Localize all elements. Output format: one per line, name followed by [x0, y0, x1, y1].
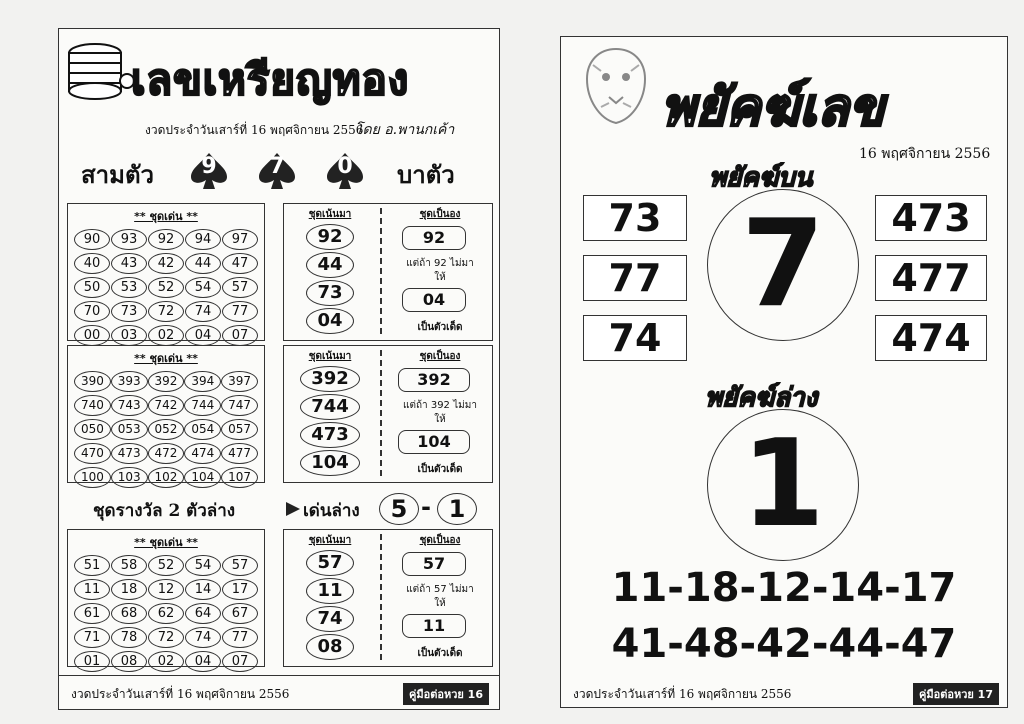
- grid-cell: 054: [184, 419, 221, 440]
- section-1-pick-1: 92: [306, 224, 354, 250]
- left-footer-tag: คู่มือต่อหวย 16: [403, 683, 489, 705]
- upper-right-box-3: 474: [875, 315, 987, 361]
- grid-cell: 94: [185, 229, 221, 250]
- grid-cell: 744: [184, 395, 221, 416]
- section-3-bottom-box: 11: [402, 614, 466, 638]
- grid-cell: 472: [148, 443, 185, 464]
- grid-cell: 61: [74, 603, 110, 624]
- lower-main-number: 1: [707, 409, 859, 561]
- section-1-col2-header: ชุดเน้นมา: [308, 209, 352, 220]
- section-1-pick-3: 73: [306, 280, 354, 306]
- grid-cell: 77: [222, 627, 258, 648]
- grid-cell: 57: [222, 277, 258, 298]
- grid-cell: 43: [111, 253, 147, 274]
- section-3-col3-header: ชุดเป็นอง: [419, 535, 461, 546]
- grid-cell: 747: [221, 395, 258, 416]
- section-2-col2-header: ชุดเน้นมา: [308, 351, 352, 362]
- section-2-pick-1: 392: [300, 366, 360, 392]
- grid-cell: 58: [111, 555, 147, 576]
- section-1-top-box: 92: [402, 226, 466, 250]
- lower-line-1: 11-18-12-14-17: [611, 565, 957, 611]
- grid-cell: 93: [111, 229, 147, 250]
- lead-low-b: 1: [437, 493, 477, 525]
- grid-cell: 07: [222, 325, 258, 346]
- section-2-note: แต่ถ้า 392 ไม่มา: [403, 400, 477, 411]
- grid-cell: 90: [74, 229, 110, 250]
- left-page: [58, 28, 500, 710]
- section-3-pick-3: 74: [306, 606, 354, 632]
- upper-right-box-1: 473: [875, 195, 987, 241]
- grid-cell: 42: [148, 253, 184, 274]
- grid-cell: 742: [148, 395, 185, 416]
- grid-cell: 743: [111, 395, 148, 416]
- upper-left-box-2: 77: [583, 255, 687, 301]
- grid-cell: 67: [222, 603, 258, 624]
- section-2-grid: [67, 345, 265, 483]
- section-1-grid: [67, 203, 265, 341]
- section-1-col3-header: ชุดเป็นอง: [419, 209, 461, 220]
- right-date: 16 พฤศจิกายน 2556: [859, 146, 991, 162]
- grid-cell: 72: [148, 627, 184, 648]
- grid-cell: 52: [148, 277, 184, 298]
- grid-cell: 68: [111, 603, 147, 624]
- grid-cell: 62: [148, 603, 184, 624]
- grid-cell: 100: [74, 467, 111, 488]
- spade-digit-2-text: 7: [269, 154, 285, 179]
- lead-low-label: เด่นล่าง: [303, 501, 360, 521]
- tiger-head-icon: [581, 45, 651, 127]
- grid-cell: 057: [221, 419, 258, 440]
- grid-cell: 02: [148, 651, 184, 672]
- lower-label: พยัคฆ์ล่าง: [705, 383, 818, 413]
- grid-cell: 04: [185, 651, 221, 672]
- left-footer-date: งวดประจำวันเสาร์ที่ 16 พฤศจิกายน 2556: [71, 687, 290, 701]
- grid-cell: 394: [184, 371, 221, 392]
- grid-cell: 47: [222, 253, 258, 274]
- grid-cell: 44: [185, 253, 221, 274]
- grid-cell: 470: [74, 443, 111, 464]
- grid-cell: 77: [222, 301, 258, 322]
- section-1-bottom-box: 04: [402, 288, 466, 312]
- upper-main-number: 7: [707, 189, 859, 341]
- spade-digit-1-text: 9: [201, 154, 217, 179]
- three-digit-suffix: บาตัว: [397, 160, 455, 189]
- grid-cell: 57: [222, 555, 258, 576]
- grid-cell: 04: [185, 325, 221, 346]
- grid-cell: 00: [74, 325, 110, 346]
- right-title: พยัคฆ์เลข: [661, 78, 885, 138]
- section-1-note: แต่ถ้า 92 ไม่มา: [406, 258, 474, 269]
- section-3-picks: [283, 529, 493, 667]
- section-2-col3-footer: เป็นตัวเด็ด: [417, 464, 463, 475]
- grid-cell: 07: [222, 651, 258, 672]
- grid-cell: 050: [74, 419, 111, 440]
- three-digit-label: สามตัว: [81, 160, 155, 189]
- grid-cell: 53: [111, 277, 147, 298]
- section-2-bottom-box: 104: [398, 430, 470, 454]
- section-3-note: แต่ถ้า 57 ไม่มา: [406, 584, 474, 595]
- section-3-pick-1: 57: [306, 550, 354, 576]
- two-digit-label: ชุดรางวัล 2 ตัวล่าง: [93, 501, 236, 521]
- left-by-line: โดย อ.พานกเค้า: [355, 122, 455, 138]
- upper-left-box-3: 74: [583, 315, 687, 361]
- grid-cell: 104: [184, 467, 221, 488]
- grid-cell: 73: [111, 301, 147, 322]
- spade-digit-2: [257, 151, 297, 191]
- grid-cell: 397: [221, 371, 258, 392]
- section-3-top-box: 57: [402, 552, 466, 576]
- grid-cell: 053: [111, 419, 148, 440]
- grid-cell: 102: [148, 467, 185, 488]
- right-footer-tag: คู่มือต่อหวย 17: [913, 683, 999, 705]
- divider: [380, 208, 382, 334]
- section-2-col3-header: ชุดเป็นอง: [419, 351, 461, 362]
- grid-cell: 14: [185, 579, 221, 600]
- right-footer-date: งวดประจำวันเสาร์ที่ 16 พฤศจิกายน 2556: [573, 687, 792, 701]
- grid-cell: 64: [185, 603, 221, 624]
- section-1-pick-2: 44: [306, 252, 354, 278]
- lower-line-2: 41-48-42-44-47: [611, 621, 957, 667]
- grid-cell: 103: [111, 467, 148, 488]
- section-3-pick-2: 11: [306, 578, 354, 604]
- grid-cell: 12: [148, 579, 184, 600]
- grid-cell: 97: [222, 229, 258, 250]
- grid-cell: 17: [222, 579, 258, 600]
- grid-cell: 18: [111, 579, 147, 600]
- footer-divider: [59, 675, 499, 676]
- divider: [380, 534, 382, 660]
- grid-cell: 78: [111, 627, 147, 648]
- section-2-picks: [283, 345, 493, 483]
- grid-cell: 54: [185, 555, 221, 576]
- upper-left-box-1: 73: [583, 195, 687, 241]
- grid-cell: 71: [74, 627, 110, 648]
- section-2-top-box: 392: [398, 368, 470, 392]
- section-2-pick-2: 744: [300, 394, 360, 420]
- section-3-pick-4: 08: [306, 634, 354, 660]
- section-2-grid-header: ** ชุดเด่น **: [134, 352, 198, 365]
- section-2-pick-4: 104: [300, 450, 360, 476]
- section-3-col2-header: ชุดเน้นมา: [308, 535, 352, 546]
- grid-cell: 92: [148, 229, 184, 250]
- grid-cell: 51: [74, 555, 110, 576]
- grid-cell: 40: [74, 253, 110, 274]
- divider: [380, 350, 382, 476]
- section-3-grid-header: ** ชุดเด่น **: [134, 536, 198, 549]
- grid-cell: 52: [148, 555, 184, 576]
- grid-cell: 390: [74, 371, 111, 392]
- lead-low-sep: -: [421, 493, 431, 521]
- arrow-right-icon: [285, 501, 301, 517]
- upper-label: พยัคฆ์บน: [709, 163, 813, 193]
- grid-cell: 473: [111, 443, 148, 464]
- grid-cell: 74: [185, 627, 221, 648]
- lead-low-a: 5: [379, 493, 419, 525]
- grid-cell: 72: [148, 301, 184, 322]
- left-date-line: งวดประจำวันเสาร์ที่ 16 พฤศจิกายน 2556: [145, 123, 364, 137]
- grid-cell: 11: [74, 579, 110, 600]
- grid-cell: 107: [221, 467, 258, 488]
- section-1-picks: [283, 203, 493, 341]
- grid-cell: 01: [74, 651, 110, 672]
- grid-cell: 392: [148, 371, 185, 392]
- grid-cell: 740: [74, 395, 111, 416]
- spade-digit-3-text: 0: [337, 154, 353, 179]
- section-1-grid-header: ** ชุดเด่น **: [134, 210, 198, 223]
- upper-right-box-2: 477: [875, 255, 987, 301]
- left-title: เลขเหรียญทอง: [131, 55, 410, 104]
- grid-cell: 03: [111, 325, 147, 346]
- section-3-grid: [67, 529, 265, 667]
- spade-digit-1: [189, 151, 229, 191]
- section-2-note2: ให้: [434, 414, 446, 425]
- grid-cell: 70: [74, 301, 110, 322]
- section-2-pick-3: 473: [300, 422, 360, 448]
- coin-stack-icon: [65, 41, 135, 101]
- grid-cell: 052: [148, 419, 185, 440]
- grid-cell: 393: [111, 371, 148, 392]
- grid-cell: 474: [184, 443, 221, 464]
- grid-cell: 02: [148, 325, 184, 346]
- section-3-note2: ให้: [434, 598, 446, 609]
- section-1-note2: ให้: [434, 272, 446, 283]
- spade-digit-3: [325, 151, 365, 191]
- grid-cell: 50: [74, 277, 110, 298]
- section-3-col3-footer: เป็นตัวเด็ด: [417, 648, 463, 659]
- right-page: [560, 36, 1008, 708]
- grid-cell: 74: [185, 301, 221, 322]
- grid-cell: 54: [185, 277, 221, 298]
- section-1-pick-4: 04: [306, 308, 354, 334]
- section-1-col3-footer: เป็นตัวเด็ด: [417, 322, 463, 333]
- grid-cell: 477: [221, 443, 258, 464]
- grid-cell: 08: [111, 651, 147, 672]
